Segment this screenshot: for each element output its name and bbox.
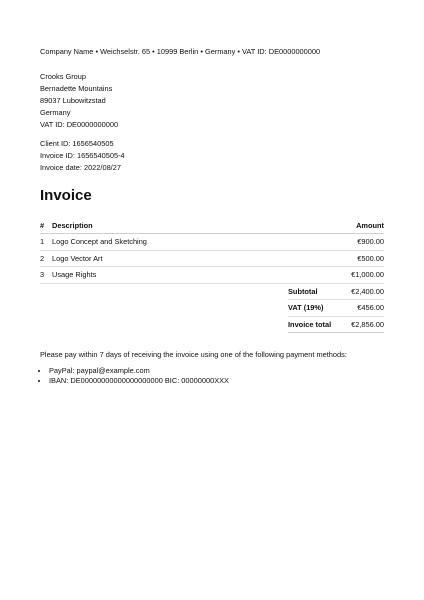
table-header-row — [40, 218, 384, 234]
invoice-total-row — [40, 316, 384, 333]
payment-note: Please pay within 7 days of receiving the invoice using one of the following payment methods: — [40, 350, 347, 359]
recipient-name: Crooks Group — [40, 72, 87, 81]
recipient-city: 89037 Lubowitzstad — [40, 96, 106, 105]
row-description: Logo Vector Art — [52, 250, 288, 267]
page-title: Invoice — [40, 187, 92, 204]
row-description: Usage Rights — [52, 267, 288, 284]
recipient-street: Bernadette Mountains — [40, 84, 113, 93]
invoice-total-label: Invoice total — [288, 316, 340, 333]
payment-methods-list — [40, 366, 384, 386]
recipient-address — [40, 71, 384, 131]
row-amount: €1,000.00 — [288, 267, 384, 284]
vat-value: €456.00 — [340, 300, 384, 317]
row-amount: €900.00 — [288, 234, 384, 251]
row-description: Logo Concept and Sketching — [52, 234, 288, 251]
invoice-meta — [40, 138, 384, 174]
row-amount: €500.00 — [288, 250, 384, 267]
table-row — [40, 250, 384, 267]
vat-row — [40, 300, 384, 317]
client-id: Client ID: 1656540505 — [40, 139, 114, 148]
sender-line: Company Name • Weichselstr. 65 • 10999 Berlin • Germany • VAT ID: DE0000000000 — [40, 47, 321, 56]
invoice-items-table — [40, 218, 384, 333]
row-number: 1 — [40, 234, 52, 251]
header-number: # — [40, 218, 52, 234]
payment-method-paypal: • PayPal: paypal@example.com — [49, 366, 384, 376]
invoice-date: Invoice date: 2022/08/27 — [40, 163, 121, 172]
header-amount: Amount — [288, 218, 384, 234]
payment-method-iban: • IBAN: DE00000000000000000000 BIC: 00000000XXX — [49, 376, 384, 386]
subtotal-row — [40, 283, 384, 300]
recipient-country: Germany — [40, 108, 71, 117]
subtotal-value: €2,400.00 — [340, 283, 384, 300]
recipient-vat-id: VAT ID: DE0000000000 — [40, 120, 119, 129]
table-row — [40, 234, 384, 251]
invoice-id: Invoice ID: 1656540505-4 — [40, 151, 125, 160]
row-number: 3 — [40, 267, 52, 284]
vat-label: VAT (19%) — [288, 300, 340, 317]
header-description: Description — [52, 218, 288, 234]
table-row — [40, 267, 384, 284]
row-number: 2 — [40, 250, 52, 267]
subtotal-label: Subtotal — [288, 283, 340, 300]
invoice-total-value: €2,856.00 — [340, 316, 384, 333]
